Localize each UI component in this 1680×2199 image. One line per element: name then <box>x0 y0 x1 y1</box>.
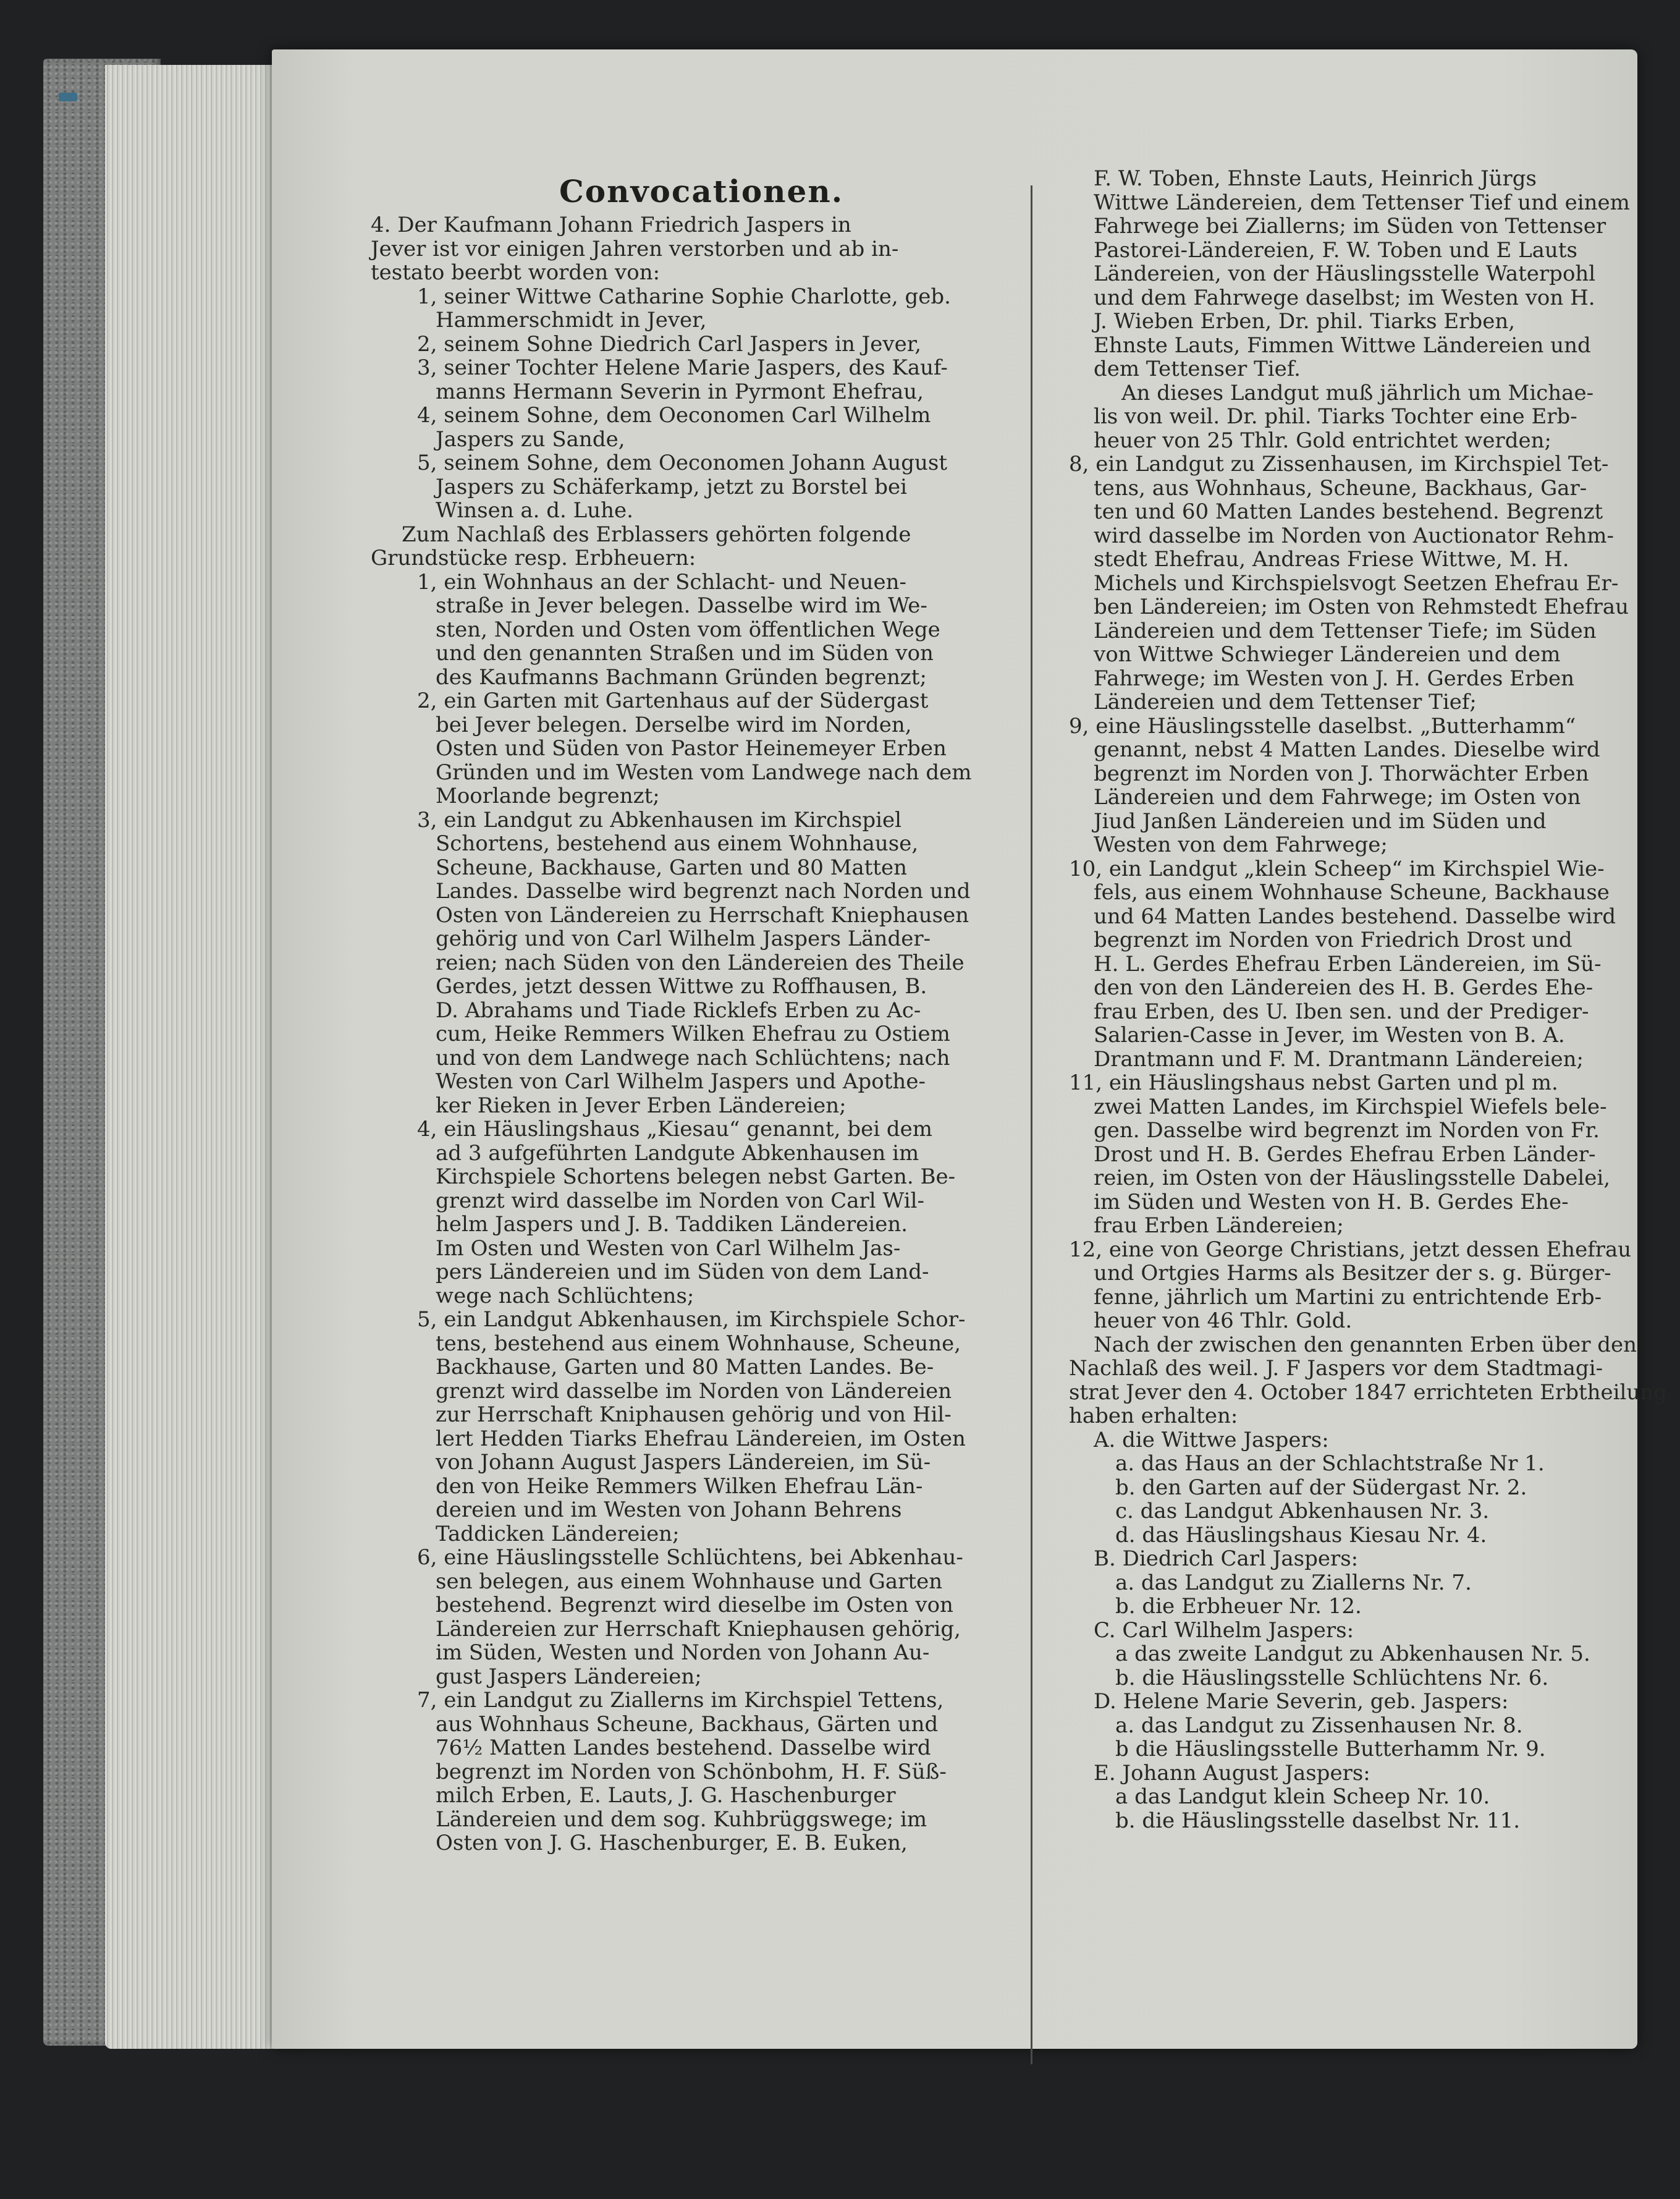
text-line: Drantmann und F. M. Drantmann Ländereien; <box>1094 1046 1584 1072</box>
text-line: Moorlande begrenzt; <box>436 784 660 808</box>
text-line: dereien und im Westen von Johann Behrens <box>436 1498 902 1522</box>
text-line: D. Helene Marie Severin, geb. Jaspers: <box>1094 1689 1509 1714</box>
text-line: Grundstücke resp. Erbheuern: <box>371 546 696 570</box>
text-line: 4, ein Häuslingshaus „Kiesau“ genannt, bei dem <box>417 1117 933 1142</box>
text-line: tens, bestehend aus einem Wohnhause, Scheune, <box>436 1331 961 1356</box>
text-line: wird dasselbe im Norden von Auctionator Rehm- <box>1094 523 1614 548</box>
text-line: b. die Häuslingsstelle Schlüchtens Nr. 6. <box>1115 1665 1549 1690</box>
text-line: strat Jever den 4. October 1847 errichteten Erbtheilung <box>1069 1379 1667 1405</box>
text-line: den von den Ländereien des H. B. Gerdes Ehe- <box>1094 975 1593 1000</box>
text-line: J. Wieben Erben, Dr. phil. Tiarks Erben, <box>1094 309 1516 334</box>
text-line: von Wittwe Schwieger Ländereien und dem <box>1094 642 1561 667</box>
text-line: Michels und Kirchspielsvogt Seetzen Ehefrau Er- <box>1094 570 1619 596</box>
text-column-right <box>1069 166 1667 1833</box>
text-line: a. das Haus an der Schlachtstraße Nr 1. <box>1115 1451 1545 1476</box>
text-line: Jaspers zu Schäferkamp, jetzt zu Borstel bei <box>436 474 908 499</box>
text-line: Pastorei-Ländereien, F. W. Toben und E Lauts <box>1094 237 1577 263</box>
text-line: 8, ein Landgut zu Zissenhausen, im Kirchspiel Tet- <box>1069 452 1609 477</box>
text-line: E. Johann August Jaspers: <box>1094 1760 1370 1786</box>
text-line: Ländereien und dem sog. Kuhbrüggswege; im <box>436 1807 927 1832</box>
text-line: Im Osten und Westen von Carl Wilhelm Jas- <box>436 1235 901 1261</box>
page-title: Convocationen. <box>559 173 844 210</box>
text-line: Wittwe Ländereien, dem Tettenser Tief und einem <box>1094 190 1630 215</box>
text-line: grenzt wird dasselbe im Norden von Ländereien <box>436 1378 952 1404</box>
text-line: Nach der zwischen den genannten Erben über den <box>1094 1332 1637 1357</box>
text-line: genannt, nebst 4 Matten Landes. Dieselbe wird <box>1094 737 1600 762</box>
text-line: Fahrwege; im Westen von J. H. Gerdes Erben <box>1094 666 1575 691</box>
page-edges <box>105 65 290 2049</box>
text-line: von Johann August Jaspers Ländereien, im Sü- <box>436 1450 931 1475</box>
text-line: Salarien-Casse in Jever, im Westen von B. A. <box>1094 1023 1565 1048</box>
text-line: ben Ländereien; im Osten von Rehmstedt Ehefrau <box>1094 595 1629 619</box>
text-line: bestehend. Begrenzt wird dieselbe im Osten von <box>436 1593 953 1617</box>
text-line: Ländereien und dem Fahrwege; im Osten von <box>1094 785 1581 810</box>
text-line: begrenzt im Norden von J. Thorwächter Erben <box>1094 761 1589 786</box>
text-line: 3, seiner Tochter Helene Marie Jaspers, des Kauf- <box>417 355 948 380</box>
text-line: Gerdes, jetzt dessen Wittwe zu Roffhausen, B. <box>436 974 927 999</box>
text-line: dem Tettenser Tief. <box>1094 357 1301 381</box>
text-line: 12, eine von George Christians, jetzt dessen Ehefrau <box>1069 1237 1632 1262</box>
text-line: H. L. Gerdes Ehefrau Erben Ländereien, im Sü- <box>1094 951 1602 977</box>
text-line: haben erhalten: <box>1069 1404 1238 1428</box>
text-line: Kirchspiele Schortens belegen nebst Garten. Be- <box>436 1164 956 1189</box>
text-line: F. W. Toben, Ehnste Lauts, Heinrich Jürgs <box>1094 166 1537 191</box>
text-line: 76½ Matten Landes bestehend. Dasselbe wird <box>436 1735 931 1760</box>
text-line: begrenzt im Norden von Schönbohm, H. F. Süß- <box>436 1759 947 1784</box>
text-line: b die Häuslingsstelle Butterhamm Nr. 9. <box>1115 1737 1546 1761</box>
text-line: lert Hedden Tiarks Ehefrau Ländereien, im Osten <box>436 1426 966 1451</box>
text-line: Osten von J. G. Haschenburger, E. B. Euken, <box>436 1831 908 1855</box>
text-line: B. Diedrich Carl Jaspers: <box>1094 1546 1359 1571</box>
text-line: b. die Häuslingsstelle daselbst Nr. 11. <box>1115 1808 1521 1833</box>
text-line: des Kaufmanns Bachmann Gründen begrenzt; <box>436 664 927 690</box>
text-line: bei Jever belegen. Derselbe wird im Norden, <box>436 712 912 737</box>
text-line: 5, ein Landgut Abkenhausen, im Kirchspiele Schor- <box>417 1307 966 1332</box>
text-line: 5, seinem Sohne, dem Oeconomen Johann August <box>417 451 948 475</box>
text-line: Winsen a. d. Luhe. <box>436 498 633 523</box>
text-line: fels, aus einem Wohnhause Scheune, Backhause <box>1094 880 1610 905</box>
text-line: Landes. Dasselbe wird begrenzt nach Norden und <box>436 879 971 904</box>
text-line: zwei Matten Landes, im Kirchspiel Wiefels bele- <box>1094 1094 1607 1119</box>
text-line: Westen von Carl Wilhelm Jaspers und Apothe- <box>436 1069 926 1094</box>
text-line: reien, im Osten von der Häuslingsstelle Dabelei, <box>1094 1166 1611 1190</box>
text-line: lis von weil. Dr. phil. Tiarks Tochter eine Erb- <box>1094 404 1577 429</box>
text-line: 7, ein Landgut zu Ziallerns im Kirchspiel Tettens, <box>417 1688 944 1713</box>
text-line: D. Abrahams und Tiade Ricklefs Erben zu Ac- <box>436 998 921 1023</box>
text-line: Gründen und im Westen vom Landwege nach dem <box>436 760 972 785</box>
text-line: Ehnste Lauts, Fimmen Wittwe Ländereien und <box>1094 333 1591 358</box>
text-line: sen belegen, aus einem Wohnhause und Garten <box>436 1569 943 1594</box>
text-line: tens, aus Wohnhaus, Scheune, Backhaus, Gar- <box>1094 475 1587 501</box>
text-line: a. das Landgut zu Zissenhausen Nr. 8. <box>1115 1713 1523 1738</box>
text-line: b. den Garten auf der Südergast Nr. 2. <box>1115 1475 1527 1500</box>
text-line: sten, Norden und Osten vom öffentlichen Wege <box>436 617 940 642</box>
text-line: Osten von Ländereien zu Herrschaft Kniephausen <box>436 902 969 928</box>
text-line: testato beerbt worden von: <box>371 260 661 285</box>
text-column-left <box>371 213 1026 1855</box>
text-line: und dem Fahrwege daselbst; im Westen von H. <box>1094 285 1595 310</box>
text-line: Jiud Janßen Ländereien und im Süden und <box>1094 808 1547 834</box>
text-line: ker Rieken in Jever Erben Ländereien; <box>436 1093 846 1118</box>
text-line: Hammerschmidt in Jever, <box>436 308 707 333</box>
text-line: 10, ein Landgut „klein Scheep“ im Kirchspiel Wie- <box>1069 856 1605 881</box>
text-line: ten und 60 Matten Landes bestehend. Begrenzt <box>1094 499 1603 524</box>
text-line: und von dem Landwege nach Schlüchtens; nach <box>436 1045 950 1070</box>
text-line: zur Herrschaft Kniphausen gehörig und von Hil- <box>436 1402 952 1427</box>
text-line: Nachlaß des weil. J. F Jaspers vor dem Stadtmagi- <box>1069 1356 1603 1381</box>
text-line: Zum Nachlaß des Erblassers gehörten folgende <box>402 522 911 547</box>
text-line: frau Erben Ländereien; <box>1094 1213 1344 1238</box>
text-line: 1, seiner Wittwe Catharine Sophie Charlotte, geb. <box>417 284 951 309</box>
text-line: 6, eine Häuslingsstelle Schlüchtens, bei Abkenhau- <box>417 1545 963 1570</box>
text-line: 1, ein Wohnhaus an der Schlacht- und Neuen- <box>417 569 907 595</box>
text-line: und Ortgies Harms als Besitzer der s. g. Bürger- <box>1094 1261 1611 1286</box>
text-line: gust Jaspers Ländereien; <box>436 1664 702 1689</box>
text-line: pers Ländereien und im Süden von dem Land- <box>436 1260 929 1284</box>
text-line: und 64 Matten Landes bestehend. Dasselbe wird <box>1094 904 1616 929</box>
text-line: c. das Landgut Abkenhausen Nr. 3. <box>1115 1499 1490 1523</box>
text-line: 9, eine Häuslingsstelle daselbst. „Butterhamm“ <box>1069 713 1576 739</box>
text-line: b. die Erbheuer Nr. 12. <box>1115 1594 1362 1619</box>
text-line: heuer von 25 Thlr. Gold entrichtet werden; <box>1094 428 1551 453</box>
text-line: d. das Häuslingshaus Kiesau Nr. 4. <box>1115 1522 1487 1548</box>
text-line: Ländereien und dem Tettenser Tiefe; im Süden <box>1094 618 1597 643</box>
text-line: Scheune, Backhause, Garten und 80 Matten <box>436 855 908 880</box>
text-line: Backhause, Garten und 80 Matten Landes. Be- <box>436 1355 934 1379</box>
text-line: begrenzt im Norden von Friedrich Drost und <box>1094 928 1572 952</box>
text-line: C. Carl Wilhelm Jaspers: <box>1094 1617 1354 1643</box>
text-line: im Süden, Westen und Norden von Johann Au- <box>436 1640 930 1665</box>
text-line: gehörig und von Carl Wilhelm Jaspers Länder- <box>436 926 931 951</box>
text-line: Fahrwege bei Ziallerns; im Süden von Tettenser <box>1094 214 1606 239</box>
text-line: 2, seinem Sohne Diedrich Carl Jaspers in Jever, <box>417 331 922 357</box>
text-line: Osten und Süden von Pastor Heinemeyer Erben <box>436 736 947 761</box>
spine-label <box>59 93 77 101</box>
text-line: Schortens, bestehend aus einem Wohnhause, <box>436 831 919 856</box>
text-line: frau Erben, des U. Iben sen. und der Prediger- <box>1094 999 1589 1024</box>
text-line: Ländereien und dem Tettenser Tief; <box>1094 690 1477 714</box>
text-line: 11, ein Häuslingshaus nebst Garten und pl m. <box>1069 1070 1558 1095</box>
text-line: im Süden und Westen von H. B. Gerdes Ehe- <box>1094 1189 1569 1214</box>
text-line: gen. Dasselbe wird begrenzt im Norden von Fr. <box>1094 1118 1600 1143</box>
text-line: Ländereien, von der Häuslingsstelle Waterpohl <box>1094 261 1596 286</box>
text-line: reien; nach Süden von den Ländereien des Theile <box>436 950 965 975</box>
text-line: Ländereien zur Herrschaft Kniephausen gehörig, <box>436 1616 961 1642</box>
text-line: milch Erben, E. Lauts, J. G. Haschenburger <box>436 1783 896 1808</box>
text-line: fenne, jährlich um Martini zu entrichtende Erb- <box>1094 1284 1602 1310</box>
text-line: wege nach Schlüchtens; <box>436 1283 694 1308</box>
text-line: Taddicken Ländereien; <box>436 1521 680 1546</box>
text-line: ad 3 aufgeführten Landgute Abkenhausen im <box>436 1140 919 1166</box>
text-line: den von Heike Remmers Wilken Ehefrau Län- <box>436 1473 923 1499</box>
text-line: stedt Ehefrau, Andreas Friese Wittwe, M. H. <box>1094 547 1569 572</box>
text-line: a das zweite Landgut zu Abkenhausen Nr. 5. <box>1115 1642 1590 1666</box>
text-line: A. die Wittwe Jaspers: <box>1094 1427 1329 1452</box>
text-line: An dieses Landgut muß jährlich um Michae- <box>1121 380 1594 405</box>
text-line: Jever ist vor einigen Jahren verstorben und ab in- <box>371 236 899 261</box>
column-divider <box>1031 185 1032 2064</box>
text-line: 4, seinem Sohne, dem Oeconomen Carl Wilhelm <box>417 403 931 428</box>
text-line: Jaspers zu Sande, <box>436 426 625 452</box>
text-line: a. das Landgut zu Ziallerns Nr. 7. <box>1115 1570 1472 1595</box>
text-line: helm Jaspers und J. B. Taddiken Ländereien. <box>436 1212 908 1237</box>
text-line: Drost und H. B. Gerdes Ehefrau Erben Länder- <box>1094 1142 1596 1167</box>
text-line: a das Landgut klein Scheep Nr. 10. <box>1115 1784 1490 1809</box>
text-line: heuer von 46 Thlr. Gold. <box>1094 1308 1353 1333</box>
text-line: 3, ein Landgut zu Abkenhausen im Kirchspiel <box>417 807 901 833</box>
text-line: Westen von dem Fahrwege; <box>1094 833 1388 857</box>
text-line: 4. Der Kaufmann Johann Friedrich Jaspers in <box>371 213 851 237</box>
text-line: und den genannten Straßen und im Süden von <box>436 641 934 666</box>
text-line: grenzt wird dasselbe im Norden von Carl Wil- <box>436 1188 925 1213</box>
text-line: aus Wohnhaus Scheune, Backhaus, Gärten und <box>436 1711 939 1737</box>
text-line: 2, ein Garten mit Gartenhaus auf der Südergast <box>417 689 929 713</box>
text-line: manns Hermann Severin in Pyrmont Ehefrau, <box>436 379 924 404</box>
text-line: cum, Heike Remmers Wilken Ehefrau zu Ostiem <box>436 1022 950 1046</box>
text-line: straße in Jever belegen. Dasselbe wird im We- <box>436 593 927 618</box>
